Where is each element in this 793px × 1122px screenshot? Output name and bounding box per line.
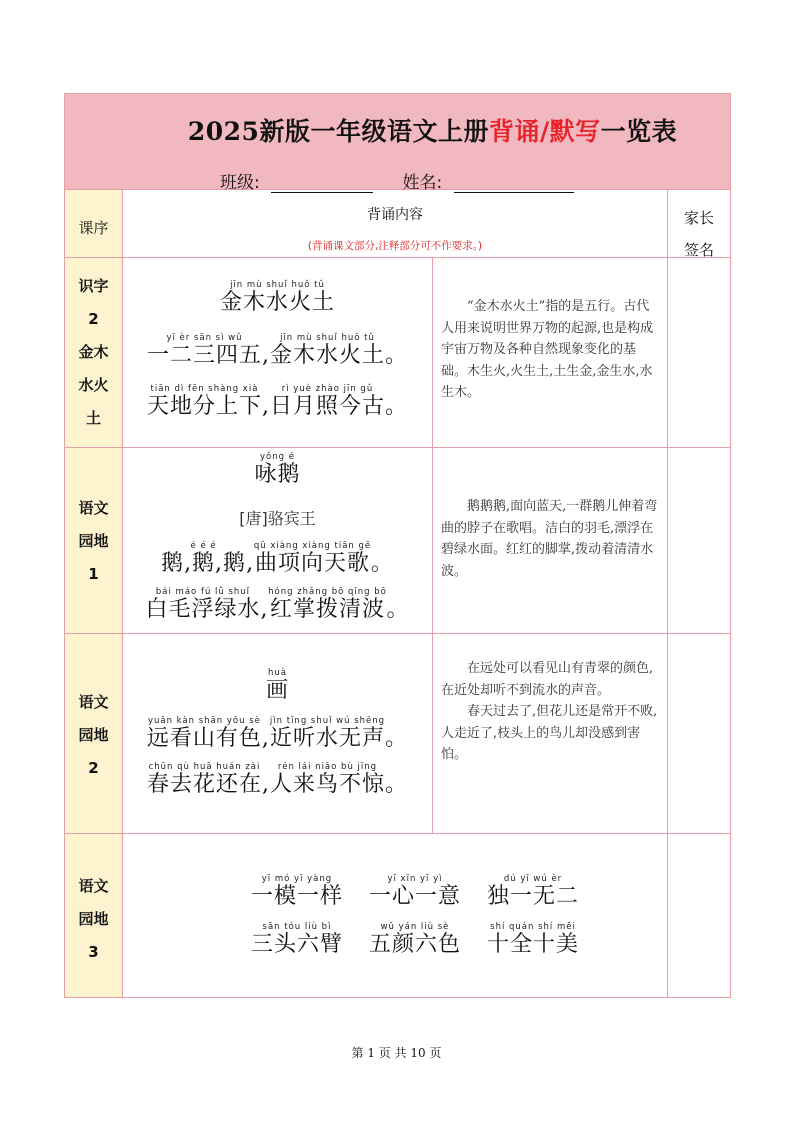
lesson-label [65,492,122,591]
pinyin: jìn tīng shuǐ wú shēng [269,716,386,726]
pinyin: huà [265,668,289,678]
poem-line: 鹅,鹅,鹅é é é,曲项向天歌qū xiàng xiàng tiān gē。 [161,541,394,576]
lesson-cell [65,634,123,833]
sign-cell[interactable] [668,258,730,447]
lesson-label [65,270,122,435]
table-row [65,258,730,448]
verse-text: 人来鸟不惊 [269,772,385,797]
lesson-line: 语文 [78,877,109,895]
pinyin: rén lái niǎo bù jīng [269,762,385,772]
col-sign-line1: 家长 [683,209,714,227]
name-label: 姓名: [402,173,443,193]
idiom-text: 一模一样 [250,884,343,909]
lesson-line: 园地 [78,726,109,744]
verse-text: 近听水无声 [269,726,386,751]
column-header-row [65,190,730,258]
lesson-line: 2 [88,759,99,777]
class-label: 班级: [220,173,260,193]
poem-line: 天地分上下tiān dì fēn shàng xià,日月照今古rì yuè zhào jīn gǔ。 [146,384,409,419]
verse-text: 天地分上下 [146,394,262,419]
poem-title [123,668,432,704]
recitation-cell [123,448,433,633]
poem-author: [唐]骆宾王 [239,509,316,528]
note-text: 鹅鹅鹅,面向蓝天,一群鹅儿伸着弯曲的脖子在歌唱。洁白的羽毛,漂浮在碧绿水面。红红的脚掌,拨动着清清水波。 [441,499,658,579]
sign-cell[interactable] [668,834,730,997]
recitation-table [64,93,731,998]
lesson-line: 园地 [78,532,109,550]
idiom-line [163,874,667,910]
poem-line: 远看山有色yuǎn kàn shān yǒu sè,近听水无声jìn tīng shuǐ wú shēng。 [146,716,409,751]
col-lesson-header [65,190,123,257]
note-text [441,658,659,766]
col-content-header [123,190,668,257]
note-paragraph: 春天过去了,但花儿还是常开不败,人走近了,枝头上的鸟儿却没感到害怕。 [441,704,658,762]
note-cell [433,634,668,833]
lesson-line: 水火 [78,376,109,394]
idiom-text: 五颜六色 [368,932,461,957]
poem-title-text: 咏鹅 [254,462,301,487]
note-cell [433,448,668,633]
pinyin: shí quán shí měi [487,922,579,932]
poem-title-text: 画 [265,678,289,703]
sign-cell[interactable] [668,448,730,633]
table-row [65,834,730,997]
verse-text: 远看山有色 [146,726,262,751]
col-sign-line2: 签名 [683,241,714,259]
lesson-label [65,870,122,969]
poem-line: 春去花还在chūn qù huā huán zài,人来鸟不惊rén lái niǎo bù jīng。 [146,762,409,797]
lesson-cell [65,448,123,633]
lesson-cell [65,258,123,447]
pinyin: wǔ yán liù sè [368,922,461,932]
lesson-line: 1 [88,565,99,583]
verse-text: 一二三四五 [146,343,262,368]
col-sign-label [668,202,730,266]
lesson-line: 识字 [78,277,109,295]
lesson-line: 语文 [78,499,109,517]
idiom-text: 一心一意 [368,884,461,909]
title-highlight: 背诵/默写 [488,117,601,146]
verse-text: 白毛浮绿水 [145,597,261,622]
table-row [65,634,730,834]
idiom-cell [123,834,668,997]
lesson-line: 园地 [78,910,109,928]
col-lesson-label: 课序 [78,219,109,237]
pinyin: tiān dì fēn shàng xià [146,384,262,394]
pinyin: yī èr sān sì wǔ [146,333,262,343]
col-content-label: 背诵内容 [367,207,423,223]
col-content-note: (背诵课文部分,注释部分可不作要求。) [307,240,483,252]
lesson-cell [65,834,123,997]
recitation-cell [123,634,433,833]
poem-title [123,280,432,316]
verse-text: 日月照今古 [269,394,385,419]
pinyin: jīn mù shuǐ huǒ tǔ [269,333,385,343]
lesson-line: 语文 [78,693,109,711]
verse-text: 红掌拨清波 [268,597,387,622]
poem-title-text: 金木水火土 [219,290,335,315]
poem-line: 白毛浮绿水bái máo fú lǜ shuǐ,红掌拨清波hóng zhǎng bō qīng bō。 [145,587,410,622]
page-footer: 第 1 页 共 10 页 [351,1046,442,1060]
pinyin: é é é [161,541,247,551]
table-header-banner [65,94,730,193]
pinyin: rì yuè zhào jīn gǔ [269,384,385,394]
title-prefix: 2025新版一年级语文上册 [187,117,489,146]
pinyin: chūn qù huā huán zài [146,762,262,772]
recitation-cell [123,258,433,447]
pinyin: yī mó yī yàng [250,874,343,884]
note-cell [433,258,668,447]
note-paragraph: 在远处可以看见山有青翠的颜色,在近处却听不到流水的声音。 [441,661,654,698]
verse-text: 曲项向天歌 [253,551,372,576]
lesson-line: 土 [85,409,101,427]
pinyin: yuǎn kàn shān yǒu sè [146,716,262,726]
pinyin: bái máo fú lǜ shuǐ [145,587,261,597]
sign-cell[interactable] [668,634,730,833]
page-title [65,112,730,148]
poem-line: 一二三四五yī èr sān sì wǔ,金木水火土jīn mù shuǐ huǒ tǔ。 [146,333,409,368]
idiom-text: 十全十美 [487,932,580,957]
idiom-text: 独一无二 [487,884,580,909]
pinyin: hóng zhǎng bō qīng bō [268,587,387,597]
verse-text: 春去花还在 [146,772,262,797]
lesson-line: 3 [88,943,99,961]
idiom-text: 三头六臂 [250,932,343,957]
pinyin: yī xīn yī yì [368,874,461,884]
title-suffix: 一览表 [600,117,678,146]
pinyin: yǒng é [254,452,301,462]
verse-text: 鹅,鹅,鹅 [161,551,247,576]
table-row [65,448,730,634]
pinyin: qū xiàng xiàng tiān gē [253,541,372,551]
lesson-label [65,686,122,785]
verse-text: 金木水火土 [269,343,385,368]
note-text: “金木水火土”指的是五行。古代人用来说明世界万物的起源,也是构成宇宙万物及各种自然现象变化的基础。木生火,火生土,土生金,金生水,水生木。 [441,299,654,400]
lesson-line: 金木 [78,343,109,361]
lesson-line: 2 [88,310,99,328]
pinyin: dú yī wú èr [487,874,579,884]
poem-title [123,452,432,488]
pinyin: sān tóu liù bì [250,922,343,932]
idiom-line [163,922,667,958]
col-sign-header [668,190,730,257]
pinyin: jīn mù shuǐ huǒ tǔ [219,280,335,290]
